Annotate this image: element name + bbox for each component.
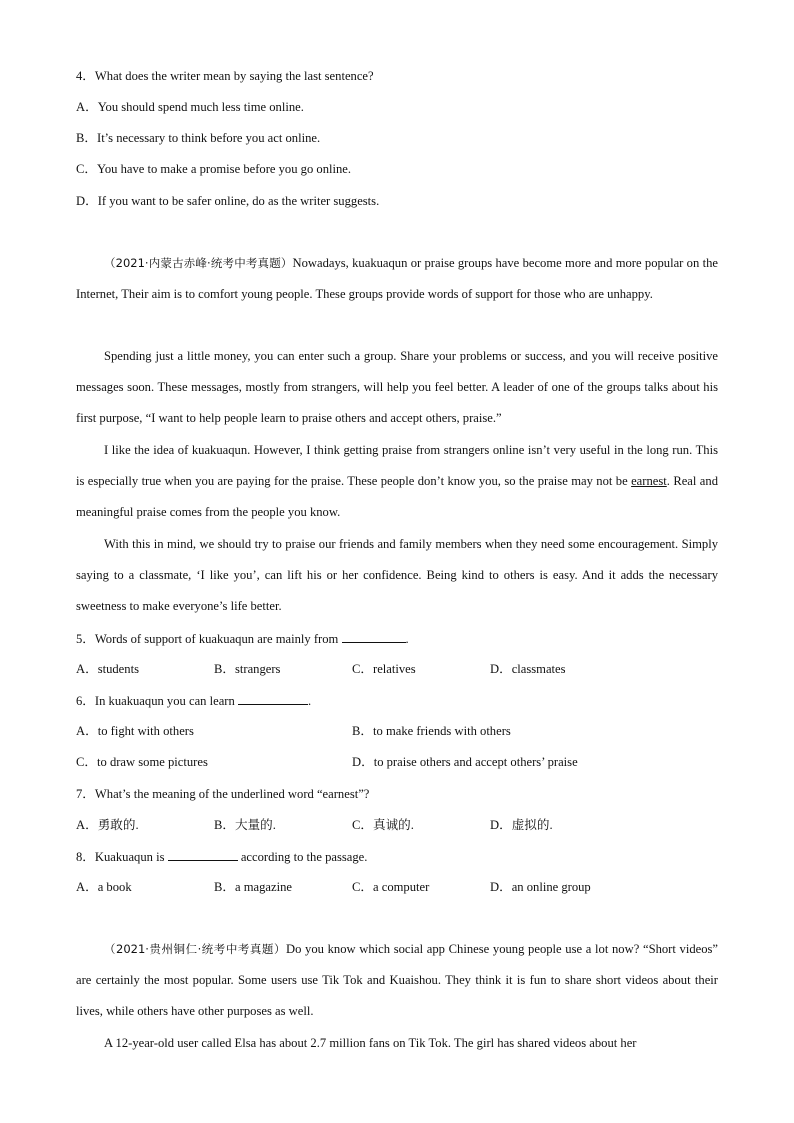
- q5-option-c: C．relatives: [352, 662, 416, 676]
- q5-stem-text: 5．Words of support of kuakuaqun are mainly from: [76, 632, 339, 646]
- q4-option-c: C．You have to make a promise before you go online.: [76, 162, 352, 176]
- q6-option-b: B．to make friends with others: [352, 724, 511, 738]
- q4-option-d: D．If you want to be safer online, do as the writer suggests.: [76, 194, 380, 208]
- underlined-word-earnest: earnest: [631, 474, 667, 489]
- q8-option-b: B．a magazine: [214, 880, 292, 894]
- q5-option-a: A．students: [76, 662, 139, 676]
- q7-option-c: C．真诚的.: [352, 818, 414, 832]
- answer-blank[interactable]: [342, 630, 406, 643]
- passage2-paragraph2: A 12-year-old user called Elsa has about 2.7 million fans on Tik Tok. The girl has shared videos about her: [104, 1036, 637, 1050]
- passage1-paragraph1: [76, 248, 718, 310]
- q7-option-a: A．勇敢的.: [76, 818, 139, 832]
- passage1-paragraph4: With this in mind, we should try to praise our friends and family members when they need some encouragement. Simply saying to a classmate, ‘I like you’, can lift his or her confidence. Being kind to others is easy. And it adds the necessary sweetness to make everyone’s life better.: [76, 537, 718, 614]
- answer-blank[interactable]: [238, 692, 308, 705]
- q7-option-b: B．大量的.: [214, 818, 276, 832]
- q8-option-d: D．an online group: [490, 880, 591, 894]
- q8-stem: [76, 848, 367, 865]
- q4-option-a: A．You should spend much less time online.: [76, 100, 304, 114]
- passage1-p1-rest: popular on the Internet, Their aim is to comfort young people. These groups provide words of support for those who are unhappy.: [76, 256, 718, 302]
- passage1-p1-first-line: Nowadays, kuakuaqun or praise groups have become more and more: [292, 256, 642, 270]
- q6-stem: [76, 692, 311, 709]
- passage2-p1-rest: “Short videos” are certainly the most popular. Some users use Tik Tok and Kuaishou. They think it is fun to share short videos about their lives, while others have other purposes as well.: [76, 942, 719, 1019]
- q8-stem-after: according to the passage.: [240, 850, 368, 864]
- answer-blank[interactable]: [168, 848, 238, 861]
- p3-text-after: . Real and meaningful praise comes from the people you know.: [76, 474, 718, 520]
- passage2-source: （2021·贵州铜仁·统考中考真题）: [104, 942, 286, 956]
- q8-option-a: A．a book: [76, 880, 132, 894]
- passage1-paragraph3: [76, 435, 718, 529]
- q6-option-a: A．to fight with others: [76, 724, 194, 738]
- passage2-p1-first-line: Do you know which social app Chinese young people use a lot now?: [285, 942, 640, 956]
- q5-option-d: D．classmates: [490, 662, 566, 676]
- passage2-paragraph1: [76, 934, 718, 1028]
- q8-stem-before: 8．Kuakuaqun is: [76, 850, 165, 864]
- q6-stem-text: 6．In kuakuaqun you can learn: [76, 694, 235, 708]
- passage1-paragraph2: Spending just a little money, you can enter such a group. Share your problems or success, and you will receive positive messages soon. These messages, mostly from strangers, will help you feel better. A leader of one of the groups talks about his first purpose, “I want to help people learn to praise others and accept others, praise.”: [76, 349, 718, 426]
- q5-option-b: B．strangers: [214, 662, 281, 676]
- p3-text-before: I like the idea of kuakuaqun. However, I think getting praise from strangers online isn’t very useful in the long run. This is especially true when you are paying for the praise. These people don’t know you, so the praise may not be: [76, 443, 718, 489]
- q6-option-c: C．to draw some pictures: [76, 755, 208, 769]
- q6-option-d: D．to praise others and accept others’ praise: [352, 755, 578, 769]
- q6-end: .: [307, 694, 312, 708]
- q5-end: .: [405, 632, 409, 646]
- q4-option-b: B．It’s necessary to think before you act online.: [76, 131, 321, 145]
- q5-stem: [76, 630, 409, 647]
- q7-option-d: D．虚拟的.: [490, 818, 553, 832]
- passage1-source: （2021·内蒙古赤峰·统考中考真题）: [104, 256, 293, 270]
- q7-stem: 7．What’s the meaning of the underlined word “earnest”?: [76, 787, 370, 801]
- q8-option-c: C．a computer: [352, 880, 430, 894]
- q4-stem: 4．What does the writer mean by saying the last sentence?: [76, 69, 374, 83]
